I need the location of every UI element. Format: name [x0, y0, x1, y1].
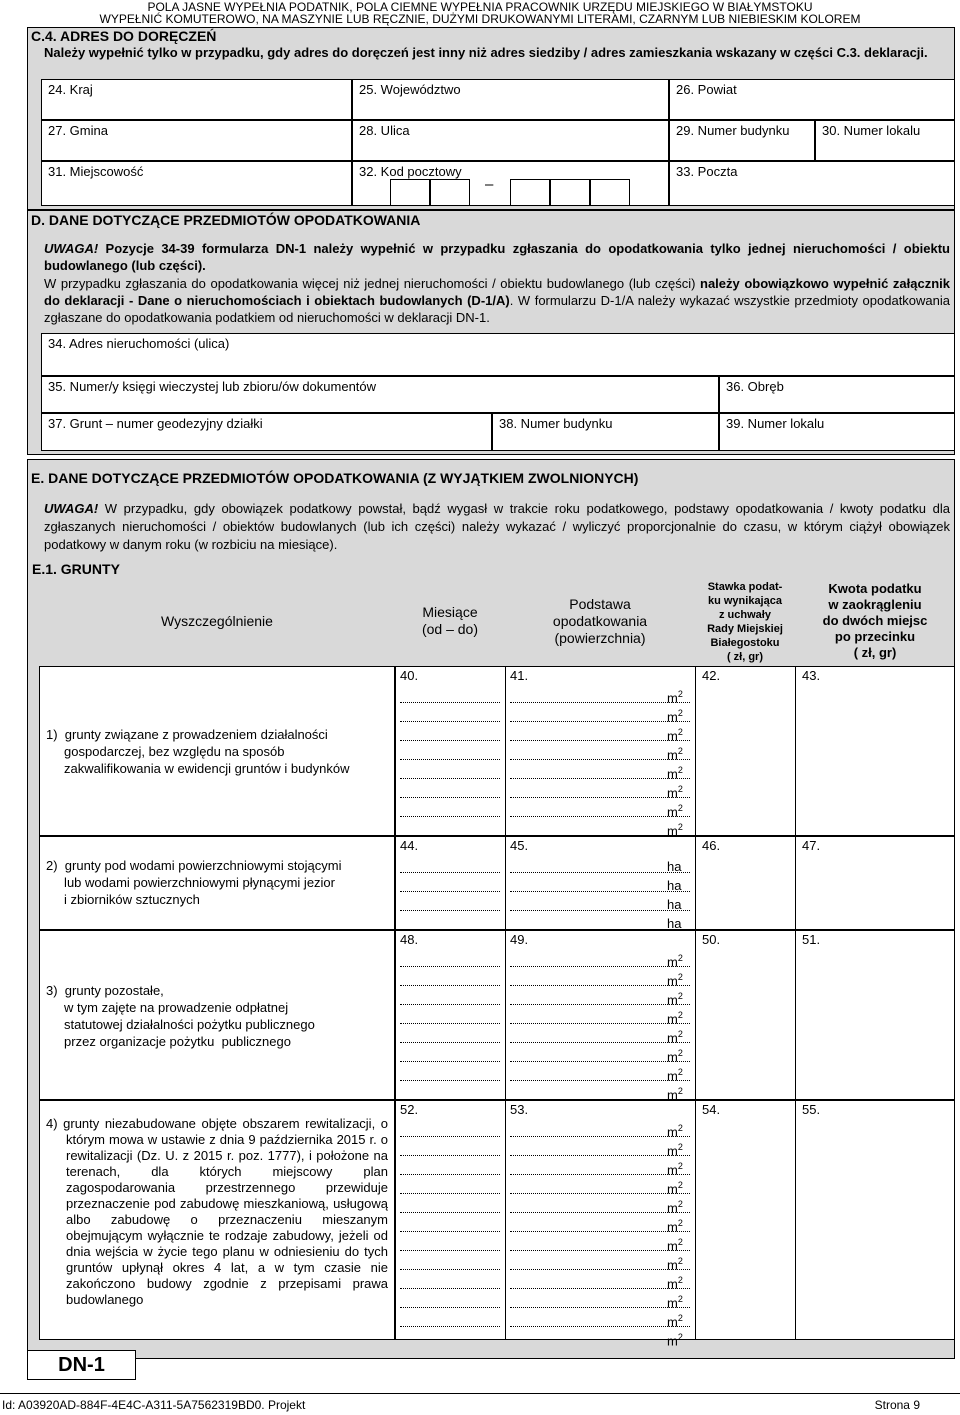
- unit-label: $m^2$: [667, 1237, 683, 1254]
- months-dotted-line: [400, 872, 500, 873]
- base-dotted-line: [510, 910, 690, 911]
- unit-superscript: 2: [677, 953, 683, 963]
- unit-label: $m^2$: [667, 1142, 683, 1159]
- base-dotted-line: [510, 1155, 690, 1156]
- unit-label: $m^2$: [667, 1199, 683, 1216]
- field-39-lokal[interactable]: 39. Numer lokalu: [719, 413, 955, 451]
- unit-label: $m^2$: [667, 1010, 683, 1027]
- unit-label: $m^2$: [667, 1048, 683, 1065]
- unit-superscript: 2: [677, 1123, 683, 1133]
- base-dotted-line: [510, 872, 690, 873]
- unit-label: $m^2$: [667, 784, 683, 801]
- base-dotted-line: [510, 740, 690, 741]
- col-header-base: Podstawa opodatkowania (powierzchnia): [552, 595, 648, 646]
- unit-superscript: 2: [677, 727, 683, 737]
- col-header-tax: Kwota podatku w zaokrągleniu do dwóch miejsc po przecinku ( zł, gr): [822, 581, 928, 660]
- d-note-2: W przypadku zgłaszania do opodatkowania więcej niż jednej nieruchomości / obiektu budowlanego (lub części) należy obowiązkowo wypełnić załącznik do deklaracji - Dane o nieruchomościach i obiektach budowlanych (D-1/A). W formularzu D-1/A należy wykazać wszystkie przedmioty opodatkowania zgłaszane do opodatkowania podatkiem od nieruchomości w deklaracji DN-1.: [44, 276, 951, 325]
- footer-page: Strona 9: [874, 1398, 920, 1412]
- field-number: 41.: [510, 668, 529, 683]
- unit-superscript: 2: [677, 1161, 683, 1171]
- unit-superscript: 2: [677, 1048, 683, 1058]
- field-34-adres[interactable]: 34. Adres nieruchomości (ulica): [41, 333, 955, 376]
- base-dotted-line: [510, 966, 690, 967]
- unit-label: $m^2$: [667, 1332, 683, 1349]
- months-dotted-line: [400, 702, 500, 703]
- field-number: 53.: [510, 1102, 529, 1117]
- field-number: 45.: [510, 838, 529, 853]
- field-number: 44.: [400, 838, 419, 853]
- unit-superscript: 2: [677, 1256, 683, 1266]
- unit-superscript: 2: [677, 822, 683, 832]
- e-note: UWAGA! W przypadku, gdy obowiązek podatkowy powstał, bądź wygasł w trakcie roku podatkowego, podstawy opodatkowania / kwoty podatku dla zgłaszanych nieruchomości / obiektów budowlanych (lub ich części) należy wykazać / wyliczyć proporcjonalnie do czasu, w którym ciążył obowiązek podatkowy w danym roku (w rozbiciu na miesiące).: [44, 501, 950, 552]
- months-dotted-line: [400, 1212, 500, 1213]
- unit-superscript: 2: [677, 991, 683, 1001]
- field-37-dzialka[interactable]: 37. Grunt – numer geodezyjny działki: [41, 413, 492, 451]
- field-number: 55.: [802, 1102, 821, 1117]
- field-number: 51.: [802, 932, 821, 947]
- unit-superscript: 2: [677, 1029, 683, 1039]
- unit-superscript: 2: [677, 1142, 683, 1152]
- unit-label: $m^2$: [667, 991, 683, 1008]
- unit-label: $m^2$: [667, 1180, 683, 1197]
- unit-superscript: 2: [677, 765, 683, 775]
- field-number: 43.: [802, 668, 821, 683]
- unit-superscript: 2: [677, 1180, 683, 1190]
- c4-title: C.4. ADRES DO DORĘCZEŃ: [31, 28, 217, 44]
- unit-label: $m^2$: [667, 803, 683, 820]
- d-note-1: UWAGA! Pozycje 34-39 formularza DN-1 należy wypełnić w przypadku zgłaszania do opodatkowania tylko jednej nieruchomości / obiektu budowlanego (lub części).: [44, 241, 950, 273]
- unit-superscript: 2: [677, 1218, 683, 1228]
- unit-superscript: 2: [677, 972, 683, 982]
- unit-superscript: 2: [677, 784, 683, 794]
- base-dotted-line: [510, 1326, 690, 1327]
- field-36-obreb[interactable]: 36. Obręb: [719, 376, 955, 413]
- unit-superscript: 2: [677, 1294, 683, 1304]
- footer-divider: [0, 1393, 960, 1394]
- unit-label: ha: [667, 859, 682, 874]
- unit-label: $m^2$: [667, 746, 683, 763]
- months-dotted-line: [400, 740, 500, 741]
- base-dotted-line: [510, 1174, 690, 1175]
- unit-label: $m^2$: [667, 1218, 683, 1235]
- months-dotted-line: [400, 1155, 500, 1156]
- unit-superscript: 2: [677, 1067, 683, 1077]
- field-number: 49.: [510, 932, 529, 947]
- col-header-months: Miesiące (od – do): [421, 604, 479, 637]
- field-number: 52.: [400, 1102, 419, 1117]
- field-number: 48.: [400, 932, 419, 947]
- row-1-text: 1) grunty związane z prowadzeniem działalności gospodarczej, bez względu na sposób zakwalifikowania w ewidencji gruntów i budynków: [46, 727, 350, 776]
- base-dotted-line: [510, 816, 690, 817]
- unit-superscript: 2: [677, 803, 683, 813]
- col-header-rate: Stawka podat- ku wynikająca z uchwały Rady Miejskiej Białegostoku ( zł, gr): [707, 581, 783, 663]
- unit-label: ha: [667, 916, 682, 931]
- unit-label: $m^2$: [667, 1313, 683, 1330]
- row-3-text: 3) grunty pozostałe, w tym zajęte na prowadzenie odpłatnej statutowej działalności pożytku publicznego przez organizacje pożytku publicznego: [46, 983, 315, 1049]
- e-title: E. DANE DOTYCZĄCE PRZEDMIOTÓW OPODATKOWANIA (Z WYJĄTKIEM ZWOLNIONYCH): [31, 470, 639, 486]
- header-line-1: POLA JASNE WYPEŁNIA PODATNIK, POLA CIEMNE WYPEŁNIA PRACOWNIK URZĘDU MIEJSKIEGO W BIAŁYMSTOKU: [147, 0, 813, 14]
- unit-superscript: 2: [677, 746, 683, 756]
- unit-label: $m^2$: [667, 708, 683, 725]
- months-dotted-line: [400, 797, 500, 798]
- postal-dash: –: [485, 176, 494, 193]
- d-title: D. DANE DOTYCZĄCE PRZEDMIOTÓW OPODATKOWANIA: [31, 212, 421, 228]
- unit-superscript: 2: [677, 1199, 683, 1209]
- months-dotted-line: [400, 1136, 500, 1137]
- unit-label: $m^2$: [667, 972, 683, 989]
- base-dotted-line: [510, 1307, 690, 1308]
- base-dotted-line: [510, 1136, 690, 1137]
- field-number: 42.: [702, 668, 721, 683]
- months-dotted-line: [400, 1004, 500, 1005]
- base-dotted-line: [510, 1288, 690, 1289]
- months-dotted-line: [400, 1174, 500, 1175]
- unit-label: $m^2$: [667, 1256, 683, 1273]
- field-38-budynek[interactable]: 38. Numer budynku: [492, 413, 719, 451]
- months-dotted-line: [400, 966, 500, 967]
- field-33-poczta[interactable]: 33. Poczta: [669, 161, 955, 206]
- field-31-miejscowosc[interactable]: 31. Miejscowość: [41, 161, 352, 206]
- months-dotted-line: [400, 910, 500, 911]
- months-dotted-line: [400, 1250, 500, 1251]
- base-dotted-line: [510, 1193, 690, 1194]
- base-dotted-line: [510, 759, 690, 760]
- base-dotted-line: [510, 797, 690, 798]
- months-dotted-line: [400, 816, 500, 817]
- unit-superscript: 2: [677, 1313, 683, 1323]
- base-dotted-line: [510, 1250, 690, 1251]
- field-32-kod-pocztowy[interactable]: 32. Kod pocztowy: [352, 161, 669, 206]
- field-27-gmina[interactable]: 27. Gmina: [41, 120, 352, 161]
- months-dotted-line: [400, 1326, 500, 1327]
- unit-label: $m^2$: [667, 1029, 683, 1046]
- unit-label: ha: [667, 897, 682, 912]
- base-dotted-line: [510, 891, 690, 892]
- months-dotted-line: [400, 1307, 500, 1308]
- unit-label: $m^2$: [667, 953, 683, 970]
- field-30-numer-lokalu[interactable]: 30. Numer lokalu: [815, 120, 955, 161]
- unit-superscript: 2: [677, 1332, 683, 1342]
- base-dotted-line: [510, 702, 690, 703]
- months-dotted-line: [400, 891, 500, 892]
- footer-id: Id: A03920AD-884F-4E4C-A311-5A7562319BD0. Projekt: [2, 1398, 306, 1412]
- unit-superscript: 2: [677, 708, 683, 718]
- field-28-ulica[interactable]: 28. Ulica: [352, 120, 669, 161]
- months-dotted-line: [400, 1193, 500, 1194]
- unit-superscript: 2: [677, 1010, 683, 1020]
- field-number: 46.: [702, 838, 721, 853]
- unit-label: $m^2$: [667, 1067, 683, 1084]
- base-dotted-line: [510, 1080, 690, 1081]
- base-dotted-line: [510, 1061, 690, 1062]
- months-dotted-line: [400, 985, 500, 986]
- months-dotted-line: [400, 1080, 500, 1081]
- unit-label: ha: [667, 878, 682, 893]
- field-number: 47.: [802, 838, 821, 853]
- unit-label: $m^2$: [667, 1086, 683, 1103]
- base-dotted-line: [510, 1269, 690, 1270]
- field-number: 40.: [400, 668, 419, 683]
- field-26-powiat[interactable]: 26. Powiat: [669, 79, 955, 120]
- months-dotted-line: [400, 1231, 500, 1232]
- unit-label: $m^2$: [667, 1161, 683, 1178]
- header-line-2: WYPEŁNIĆ KOMUTEROWO, NA MASZYNIE LUB RĘCZNIE, DUŻYMI DRUKOWANYMI LITERAMI, CZARNYM LUB NIEBIESKIM KOLOREM: [99, 12, 861, 26]
- field-25-wojewodztwo[interactable]: 25. Województwo: [352, 79, 669, 120]
- months-dotted-line: [400, 1042, 500, 1043]
- field-number: 50.: [702, 932, 721, 947]
- field-29-numer-budynku[interactable]: 29. Numer budynku: [669, 120, 815, 161]
- c4-note: Należy wypełnić tylko w przypadku, gdy adres do doręczeń jest inny niż adres siedziby / adres zamieszkania wskazany w części C.3. deklaracji.: [44, 45, 928, 60]
- field-35-ksiega[interactable]: 35. Numer/y księgi wieczystej lub zbioru/ów dokumentów: [41, 376, 719, 413]
- months-dotted-line: [400, 1269, 500, 1270]
- unit-superscript: 2: [677, 689, 683, 699]
- months-dotted-line: [400, 1061, 500, 1062]
- months-dotted-line: [400, 721, 500, 722]
- col-header-spec: Wyszczególnienie: [161, 613, 273, 629]
- field-24-kraj[interactable]: 24. Kraj: [41, 79, 352, 120]
- base-dotted-line: [510, 721, 690, 722]
- months-dotted-line: [400, 778, 500, 779]
- field-number: 54.: [702, 1102, 721, 1117]
- unit-label: $m^2$: [667, 765, 683, 782]
- form-code-badge: DN-1: [27, 1350, 136, 1380]
- row-2-text: 2) grunty pod wodami powierzchniowymi stojącymi lub wodami powierzchniowymi płynącymi jezior i zbiorników sztucznych: [46, 858, 342, 907]
- unit-superscript: 2: [677, 1086, 683, 1096]
- unit-label: $m^2$: [667, 822, 683, 839]
- unit-label: $m^2$: [667, 1275, 683, 1292]
- base-dotted-line: [510, 1231, 690, 1232]
- unit-superscript: 2: [677, 1275, 683, 1285]
- e1-title: E.1. GRUNTY: [32, 561, 120, 577]
- base-dotted-line: [510, 1042, 690, 1043]
- months-dotted-line: [400, 759, 500, 760]
- months-dotted-line: [400, 1288, 500, 1289]
- row-4-text: 4) grunty niezabudowane objęte obszarem rewitalizacji, o którym mowa w ustawie z dnia 9 października 2015 r. o rewitalizacji (Dz. U. z 2015 r. poz. 1777), i położone na terenach, dla których miejscowy plan zagospodarowania przestrzennego przewiduje przeznaczenie pod zabudowę mieszkaniową, usługową albo zabudowę o przeznaczeniu mieszanym obejmującym wyłącznie te rodzaje zabudowy, jeżeli od dnia wejścia w życie tego planu w odniesieniu do tych gruntów upłynął okres 4 lat, a w tym czasie nie zakończono budowy zgodnie z przepisami prawa budowlanego: [46, 1116, 388, 1307]
- base-dotted-line: [510, 1212, 690, 1213]
- base-dotted-line: [510, 1023, 690, 1024]
- base-dotted-line: [510, 778, 690, 779]
- unit-label: $m^2$: [667, 1123, 683, 1140]
- unit-label: $m^2$: [667, 689, 683, 706]
- unit-label: $m^2$: [667, 1294, 683, 1311]
- unit-superscript: 2: [677, 1237, 683, 1247]
- unit-label: $m^2$: [667, 727, 683, 744]
- base-dotted-line: [510, 1004, 690, 1005]
- months-dotted-line: [400, 1023, 500, 1024]
- base-dotted-line: [510, 985, 690, 986]
